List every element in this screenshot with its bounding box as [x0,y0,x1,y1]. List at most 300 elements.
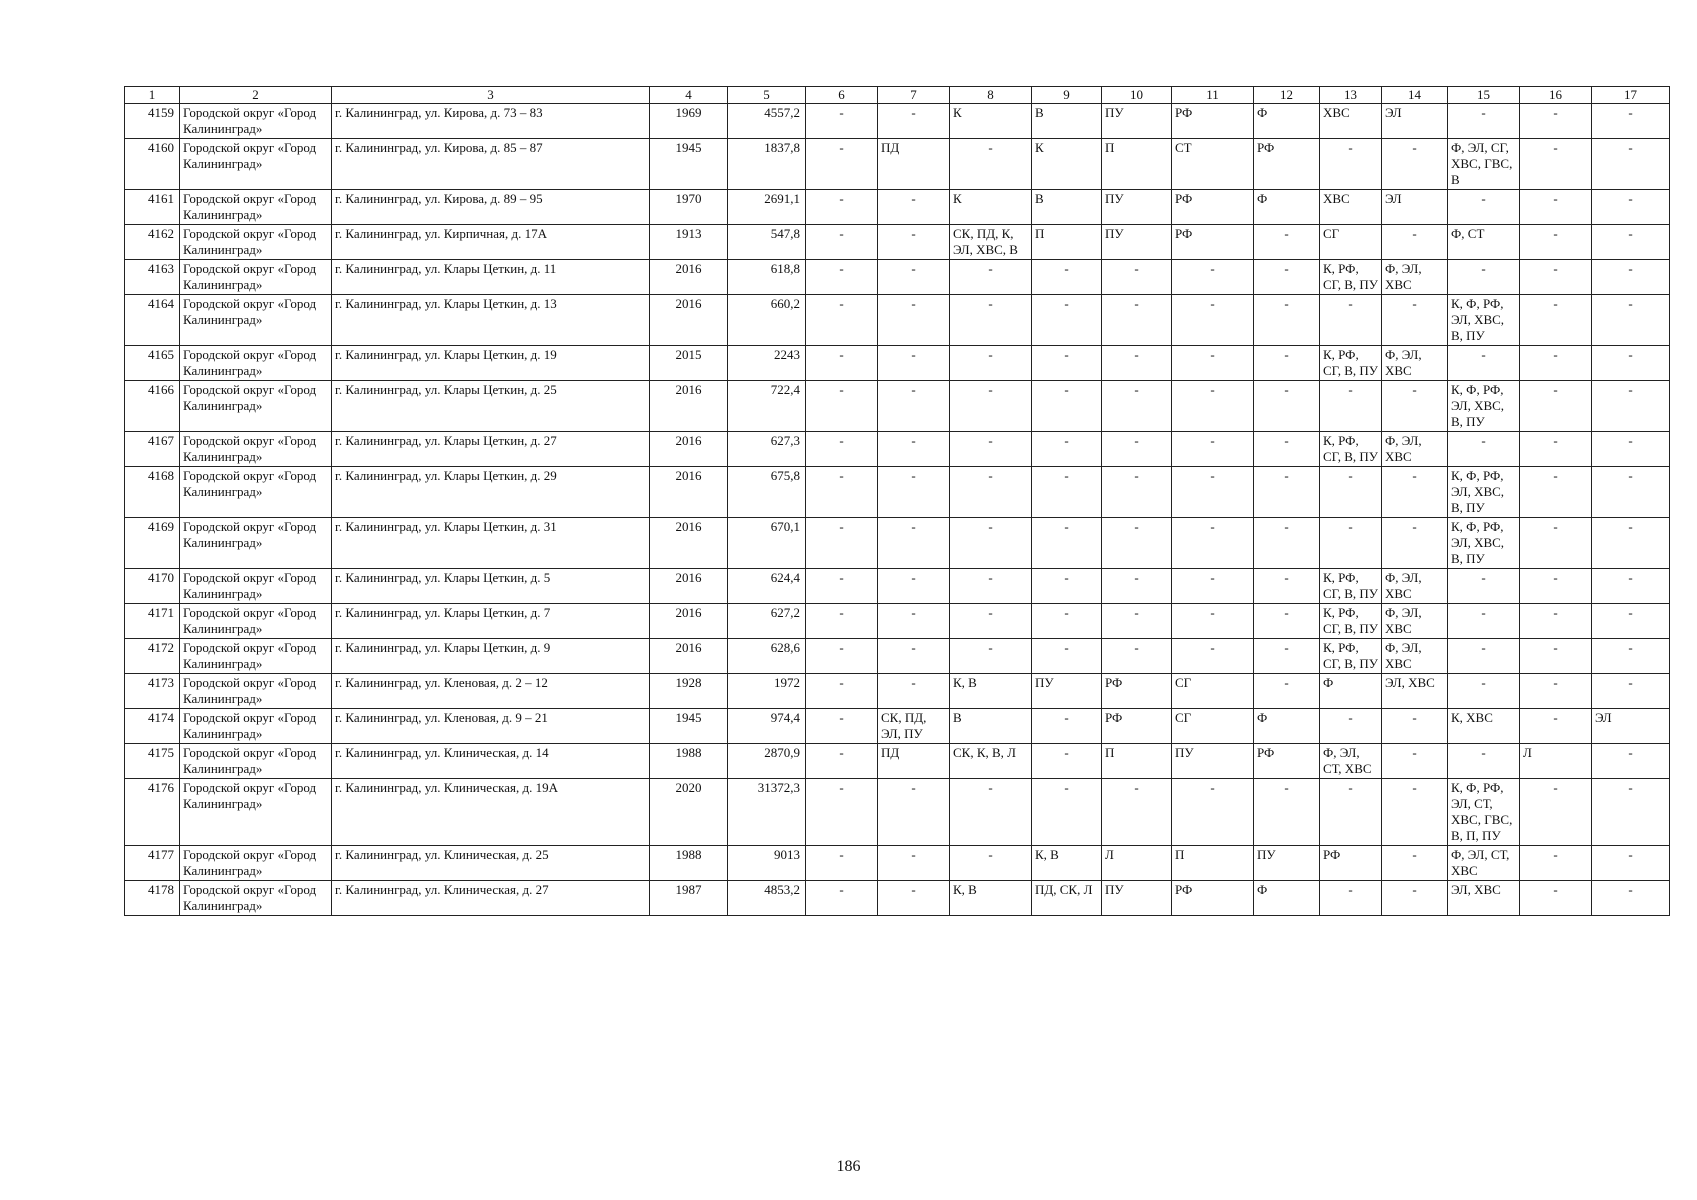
cell-col-3: г. Калининград, ул. Клары Цеткин, д. 11 [332,260,650,295]
cell-col-2: Городской округ «Город Калининград» [180,190,332,225]
cell-col-3: г. Калининград, ул. Клары Цеткин, д. 13 [332,295,650,346]
cell-col-10: - [1102,260,1172,295]
cell-col-7: - [878,639,950,674]
cell-col-14: - [1382,381,1448,432]
table-row [125,779,1670,846]
table-row [125,225,1670,260]
cell-col-2: Городской округ «Город Калининград» [180,639,332,674]
cell-col-5: 974,4 [728,709,806,744]
cell-col-9: П [1032,225,1102,260]
cell-col-16: - [1520,295,1592,346]
column-header-14: 14 [1382,87,1448,104]
cell-col-3: г. Калининград, ул. Клары Цеткин, д. 9 [332,639,650,674]
cell-col-17: - [1592,881,1670,916]
cell-col-17: - [1592,104,1670,139]
cell-col-5: 627,2 [728,604,806,639]
cell-col-2: Городской округ «Город Калининград» [180,104,332,139]
cell-col-7: - [878,604,950,639]
cell-col-5: 618,8 [728,260,806,295]
cell-col-16: - [1520,881,1592,916]
cell-col-1: 4167 [125,432,180,467]
cell-col-15: - [1448,260,1520,295]
cell-col-16: - [1520,604,1592,639]
cell-col-9: К, В [1032,846,1102,881]
cell-col-5: 722,4 [728,381,806,432]
cell-col-11: - [1172,432,1254,467]
cell-col-12: - [1254,381,1320,432]
cell-col-2: Городской округ «Город Калининград» [180,846,332,881]
cell-col-4: 1988 [650,846,728,881]
cell-col-12: - [1254,569,1320,604]
cell-col-7: - [878,467,950,518]
column-header-11: 11 [1172,87,1254,104]
cell-col-10: ПУ [1102,190,1172,225]
cell-col-11: РФ [1172,190,1254,225]
cell-col-6: - [806,260,878,295]
cell-col-9: ПД, СК, Л [1032,881,1102,916]
cell-col-9: К [1032,139,1102,190]
cell-col-11: СТ [1172,139,1254,190]
cell-col-9: - [1032,779,1102,846]
cell-col-14: Ф, ЭЛ, ХВС [1382,604,1448,639]
cell-col-15: - [1448,346,1520,381]
cell-col-4: 2016 [650,260,728,295]
cell-col-6: - [806,104,878,139]
column-header-17: 17 [1592,87,1670,104]
cell-col-16: - [1520,260,1592,295]
cell-col-16: - [1520,432,1592,467]
cell-col-2: Городской округ «Город Калининград» [180,674,332,709]
cell-col-8: - [950,518,1032,569]
cell-col-11: - [1172,467,1254,518]
cell-col-7: - [878,225,950,260]
cell-col-3: г. Калининград, ул. Клиническая, д. 14 [332,744,650,779]
cell-col-16: - [1520,190,1592,225]
cell-col-1: 4172 [125,639,180,674]
cell-col-6: - [806,139,878,190]
cell-col-10: ПУ [1102,881,1172,916]
cell-col-15: - [1448,104,1520,139]
cell-col-13: К, РФ, СГ, В, ПУ [1320,604,1382,639]
cell-col-17: - [1592,744,1670,779]
cell-col-10: Л [1102,846,1172,881]
cell-col-1: 4165 [125,346,180,381]
cell-col-11: РФ [1172,104,1254,139]
cell-col-8: К [950,104,1032,139]
cell-col-15: К, Ф, РФ, ЭЛ, ХВС, В, ПУ [1448,467,1520,518]
cell-col-14: Ф, ЭЛ, ХВС [1382,432,1448,467]
cell-col-10: П [1102,744,1172,779]
cell-col-8: - [950,139,1032,190]
cell-col-5: 1837,8 [728,139,806,190]
column-header-2: 2 [180,87,332,104]
cell-col-6: - [806,346,878,381]
cell-col-13: Ф, ЭЛ, СТ, ХВС [1320,744,1382,779]
cell-col-12: РФ [1254,744,1320,779]
cell-col-2: Городской округ «Город Калининград» [180,139,332,190]
cell-col-15: К, ХВС [1448,709,1520,744]
cell-col-9: - [1032,518,1102,569]
cell-col-15: Ф, СТ [1448,225,1520,260]
cell-col-10: - [1102,569,1172,604]
cell-col-8: - [950,604,1032,639]
cell-col-6: - [806,846,878,881]
cell-col-8: - [950,569,1032,604]
cell-col-9: В [1032,190,1102,225]
cell-col-13: ХВС [1320,104,1382,139]
cell-col-8: - [950,381,1032,432]
column-header-4: 4 [650,87,728,104]
table-row [125,139,1670,190]
cell-col-4: 2016 [650,432,728,467]
cell-col-3: г. Калининград, ул. Клиническая, д. 25 [332,846,650,881]
cell-col-3: г. Калининград, ул. Клары Цеткин, д. 29 [332,467,650,518]
cell-col-14: ЭЛ [1382,104,1448,139]
cell-col-15: К, Ф, РФ, ЭЛ, ХВС, В, ПУ [1448,518,1520,569]
cell-col-16: - [1520,674,1592,709]
cell-col-14: ЭЛ [1382,190,1448,225]
cell-col-11: СГ [1172,709,1254,744]
column-header-9: 9 [1032,87,1102,104]
cell-col-10: П [1102,139,1172,190]
cell-col-8: - [950,432,1032,467]
cell-col-10: ПУ [1102,104,1172,139]
cell-col-17: - [1592,674,1670,709]
cell-col-2: Городской округ «Город Калининград» [180,381,332,432]
cell-col-3: г. Калининград, ул. Кленовая, д. 9 – 21 [332,709,650,744]
cell-col-4: 2016 [650,381,728,432]
cell-col-13: Ф [1320,674,1382,709]
cell-col-2: Городской округ «Город Калининград» [180,569,332,604]
cell-col-9: - [1032,604,1102,639]
cell-col-10: ПУ [1102,225,1172,260]
cell-col-4: 1970 [650,190,728,225]
column-header-1: 1 [125,87,180,104]
cell-col-5: 627,3 [728,432,806,467]
cell-col-3: г. Калининград, ул. Клары Цеткин, д. 31 [332,518,650,569]
cell-col-12: РФ [1254,139,1320,190]
cell-col-5: 2691,1 [728,190,806,225]
cell-col-8: К [950,190,1032,225]
cell-col-6: - [806,744,878,779]
cell-col-6: - [806,467,878,518]
cell-col-16: - [1520,381,1592,432]
cell-col-8: - [950,295,1032,346]
cell-col-4: 1988 [650,744,728,779]
cell-col-4: 2016 [650,295,728,346]
register-table [124,86,1670,916]
column-header-13: 13 [1320,87,1382,104]
cell-col-15: - [1448,674,1520,709]
cell-col-9: - [1032,639,1102,674]
column-header-6: 6 [806,87,878,104]
table-row [125,104,1670,139]
cell-col-16: - [1520,639,1592,674]
cell-col-8: - [950,260,1032,295]
cell-col-5: 675,8 [728,467,806,518]
cell-col-1: 4173 [125,674,180,709]
cell-col-7: ПД [878,744,950,779]
cell-col-13: - [1320,709,1382,744]
cell-col-17: - [1592,346,1670,381]
cell-col-13: К, РФ, СГ, В, ПУ [1320,639,1382,674]
cell-col-12: - [1254,295,1320,346]
cell-col-16: - [1520,467,1592,518]
cell-col-16: - [1520,569,1592,604]
cell-col-14: ЭЛ, ХВС [1382,674,1448,709]
cell-col-13: ХВС [1320,190,1382,225]
cell-col-13: РФ [1320,846,1382,881]
cell-col-12: - [1254,604,1320,639]
cell-col-4: 2015 [650,346,728,381]
cell-col-7: - [878,518,950,569]
cell-col-8: К, В [950,674,1032,709]
cell-col-7: - [878,104,950,139]
cell-col-13: СГ [1320,225,1382,260]
cell-col-1: 4168 [125,467,180,518]
cell-col-3: г. Калининград, ул. Клары Цеткин, д. 5 [332,569,650,604]
cell-col-15: ЭЛ, ХВС [1448,881,1520,916]
cell-col-17: - [1592,467,1670,518]
cell-col-16: - [1520,518,1592,569]
cell-col-16: - [1520,709,1592,744]
cell-col-11: - [1172,569,1254,604]
column-header-7: 7 [878,87,950,104]
cell-col-5: 9013 [728,846,806,881]
cell-col-8: СК, ПД, К, ЭЛ, ХВС, В [950,225,1032,260]
cell-col-3: г. Калининград, ул. Кирова, д. 85 – 87 [332,139,650,190]
cell-col-12: - [1254,779,1320,846]
cell-col-13: К, РФ, СГ, В, ПУ [1320,432,1382,467]
cell-col-6: - [806,709,878,744]
cell-col-9: - [1032,467,1102,518]
cell-col-6: - [806,881,878,916]
cell-col-11: П [1172,846,1254,881]
cell-col-12: - [1254,346,1320,381]
cell-col-6: - [806,432,878,467]
cell-col-17: - [1592,190,1670,225]
cell-col-15: Ф, ЭЛ, СГ, ХВС, ГВС, В [1448,139,1520,190]
cell-col-17: - [1592,569,1670,604]
cell-col-5: 4853,2 [728,881,806,916]
cell-col-3: г. Калининград, ул. Кирова, д. 73 – 83 [332,104,650,139]
column-number-header-row [125,87,1670,104]
cell-col-6: - [806,225,878,260]
cell-col-15: Ф, ЭЛ, СТ, ХВС [1448,846,1520,881]
cell-col-13: К, РФ, СГ, В, ПУ [1320,346,1382,381]
cell-col-1: 4162 [125,225,180,260]
table-row [125,346,1670,381]
cell-col-13: - [1320,295,1382,346]
cell-col-6: - [806,674,878,709]
cell-col-2: Городской округ «Город Калининград» [180,779,332,846]
cell-col-15: - [1448,604,1520,639]
table-row [125,260,1670,295]
cell-col-9: - [1032,569,1102,604]
cell-col-13: К, РФ, СГ, В, ПУ [1320,260,1382,295]
cell-col-7: - [878,846,950,881]
cell-col-12: Ф [1254,709,1320,744]
cell-col-17: - [1592,846,1670,881]
cell-col-14: - [1382,467,1448,518]
cell-col-4: 1945 [650,709,728,744]
cell-col-5: 2243 [728,346,806,381]
table-row [125,295,1670,346]
cell-col-8: - [950,639,1032,674]
cell-col-16: Л [1520,744,1592,779]
cell-col-2: Городской округ «Город Калининград» [180,346,332,381]
cell-col-2: Городской округ «Город Калининград» [180,467,332,518]
cell-col-1: 4176 [125,779,180,846]
cell-col-15: - [1448,639,1520,674]
cell-col-11: - [1172,346,1254,381]
cell-col-3: г. Калининград, ул. Кирпичная, д. 17А [332,225,650,260]
cell-col-9: - [1032,709,1102,744]
cell-col-2: Городской округ «Город Калининград» [180,881,332,916]
cell-col-7: - [878,295,950,346]
cell-col-4: 2016 [650,569,728,604]
cell-col-10: - [1102,381,1172,432]
cell-col-5: 624,4 [728,569,806,604]
column-header-3: 3 [332,87,650,104]
table-row [125,639,1670,674]
cell-col-1: 4170 [125,569,180,604]
cell-col-8: - [950,467,1032,518]
cell-col-2: Городской округ «Город Калининград» [180,295,332,346]
cell-col-10: - [1102,432,1172,467]
cell-col-17: - [1592,518,1670,569]
cell-col-3: г. Калининград, ул. Клары Цеткин, д. 25 [332,381,650,432]
cell-col-15: - [1448,190,1520,225]
cell-col-17: - [1592,225,1670,260]
table-row [125,674,1670,709]
cell-col-14: Ф, ЭЛ, ХВС [1382,639,1448,674]
cell-col-4: 1928 [650,674,728,709]
cell-col-15: - [1448,569,1520,604]
cell-col-14: - [1382,139,1448,190]
cell-col-8: - [950,846,1032,881]
cell-col-12: - [1254,467,1320,518]
cell-col-6: - [806,518,878,569]
cell-col-1: 4166 [125,381,180,432]
cell-col-10: - [1102,467,1172,518]
cell-col-3: г. Калининград, ул. Кленовая, д. 2 – 12 [332,674,650,709]
cell-col-12: - [1254,674,1320,709]
cell-col-15: К, Ф, РФ, ЭЛ, СТ, ХВС, ГВС, В, П, ПУ [1448,779,1520,846]
cell-col-11: - [1172,604,1254,639]
table-row [125,432,1670,467]
cell-col-3: г. Калининград, ул. Кирова, д. 89 – 95 [332,190,650,225]
cell-col-4: 2020 [650,779,728,846]
cell-col-12: - [1254,260,1320,295]
cell-col-13: - [1320,518,1382,569]
cell-col-14: Ф, ЭЛ, ХВС [1382,569,1448,604]
cell-col-12: Ф [1254,190,1320,225]
cell-col-14: - [1382,225,1448,260]
cell-col-17: ЭЛ [1592,709,1670,744]
cell-col-4: 1969 [650,104,728,139]
column-header-15: 15 [1448,87,1520,104]
cell-col-13: - [1320,881,1382,916]
cell-col-6: - [806,639,878,674]
cell-col-1: 4164 [125,295,180,346]
table-body [125,104,1670,916]
cell-col-4: 2016 [650,518,728,569]
cell-col-17: - [1592,432,1670,467]
cell-col-7: - [878,569,950,604]
cell-col-9: - [1032,346,1102,381]
cell-col-11: - [1172,260,1254,295]
cell-col-7: ПД [878,139,950,190]
cell-col-14: - [1382,518,1448,569]
cell-col-4: 2016 [650,604,728,639]
cell-col-11: - [1172,639,1254,674]
cell-col-10: - [1102,604,1172,639]
cell-col-2: Городской округ «Город Калининград» [180,225,332,260]
cell-col-10: - [1102,518,1172,569]
cell-col-15: - [1448,744,1520,779]
cell-col-5: 1972 [728,674,806,709]
cell-col-5: 31372,3 [728,779,806,846]
cell-col-2: Городской округ «Город Калининград» [180,709,332,744]
cell-col-2: Городской округ «Город Калининград» [180,744,332,779]
cell-col-13: К, РФ, СГ, В, ПУ [1320,569,1382,604]
cell-col-9: В [1032,104,1102,139]
table-row [125,709,1670,744]
cell-col-2: Городской округ «Город Калининград» [180,518,332,569]
cell-col-7: - [878,346,950,381]
cell-col-14: Ф, ЭЛ, ХВС [1382,260,1448,295]
cell-col-1: 4161 [125,190,180,225]
cell-col-7: - [878,190,950,225]
cell-col-14: - [1382,779,1448,846]
cell-col-11: - [1172,381,1254,432]
cell-col-4: 2016 [650,639,728,674]
cell-col-4: 1913 [650,225,728,260]
cell-col-7: СК, ПД, ЭЛ, ПУ [878,709,950,744]
cell-col-6: - [806,779,878,846]
cell-col-9: - [1032,432,1102,467]
cell-col-1: 4159 [125,104,180,139]
cell-col-5: 547,8 [728,225,806,260]
cell-col-11: ПУ [1172,744,1254,779]
cell-col-16: - [1520,346,1592,381]
cell-col-11: СГ [1172,674,1254,709]
cell-col-12: - [1254,518,1320,569]
cell-col-9: - [1032,744,1102,779]
cell-col-1: 4160 [125,139,180,190]
cell-col-13: - [1320,139,1382,190]
cell-col-3: г. Калининград, ул. Клары Цеткин, д. 19 [332,346,650,381]
cell-col-2: Городской округ «Город Калининград» [180,432,332,467]
cell-col-12: - [1254,639,1320,674]
column-header-16: 16 [1520,87,1592,104]
cell-col-7: - [878,432,950,467]
register-table-container [124,86,1670,916]
cell-col-16: - [1520,139,1592,190]
cell-col-14: - [1382,295,1448,346]
cell-col-9: ПУ [1032,674,1102,709]
cell-col-13: - [1320,467,1382,518]
cell-col-16: - [1520,104,1592,139]
cell-col-2: Городской округ «Город Калининград» [180,604,332,639]
cell-col-10: - [1102,346,1172,381]
cell-col-3: г. Калининград, ул. Клары Цеткин, д. 27 [332,432,650,467]
cell-col-1: 4163 [125,260,180,295]
cell-col-12: - [1254,225,1320,260]
cell-col-10: - [1102,295,1172,346]
cell-col-10: РФ [1102,674,1172,709]
